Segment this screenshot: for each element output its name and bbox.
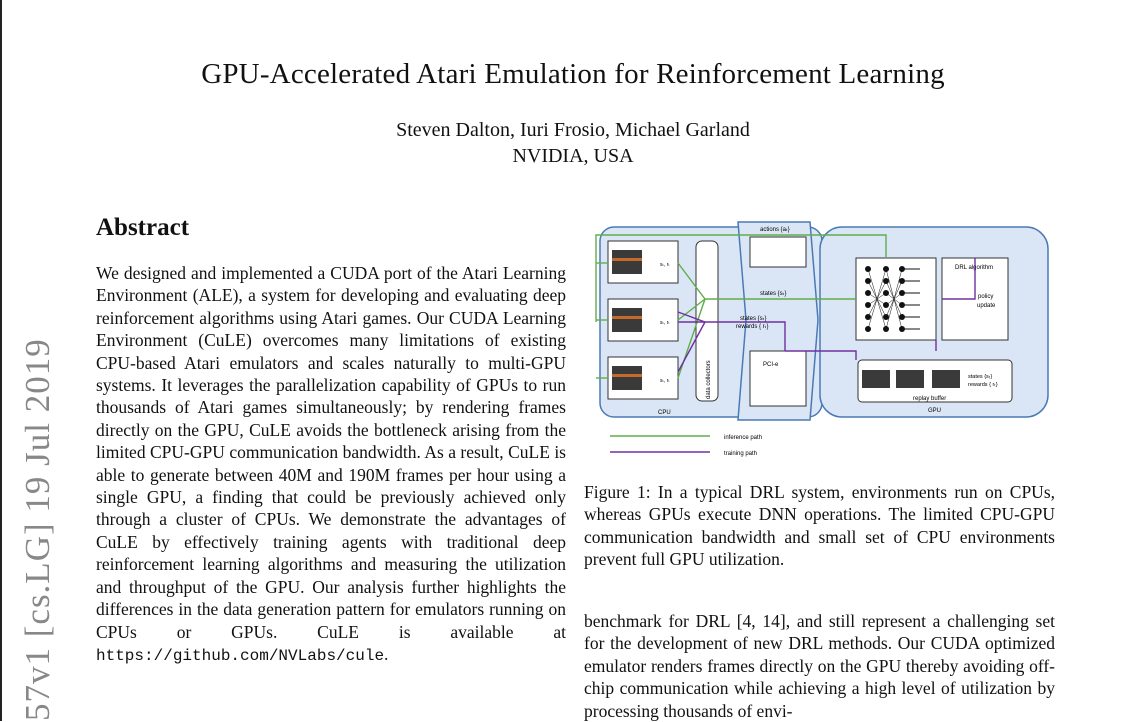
abstract-body: [96, 262, 566, 667]
env-label-3: sₜ, rₜ: [660, 378, 670, 384]
cpu-label: CPU: [658, 410, 671, 416]
replay-buffer-label: replay buffer: [913, 396, 947, 402]
abstract-period: .: [384, 643, 389, 664]
paper-title: GPU-Accelerated Atari Emulation for Reinforcement Learning: [201, 58, 945, 90]
buffer-rewards: rewards { rₜ}: [968, 382, 998, 388]
environment-3: [608, 357, 678, 399]
legend-inference-label: inference path: [724, 435, 763, 441]
paper-affiliation: NVIDIA, USA: [512, 145, 634, 167]
pcie-box: [750, 351, 806, 406]
figure-1-diagram: [590, 214, 1056, 464]
legend-training-label: training path: [724, 451, 758, 457]
states-label: states {sₜ}: [760, 291, 787, 297]
data-collectors-label: data collectors: [706, 360, 712, 399]
env-label-1: sₜ, rₜ: [660, 262, 670, 268]
arxiv-stamp: 57v1 [cs.LG] 19 Jul 2019: [18, 338, 57, 721]
environment-2: [608, 299, 678, 341]
pcie-label: PCI-e: [763, 362, 779, 368]
states-rewards-label-1: states {sₜ}: [740, 316, 767, 322]
figure-caption: Figure 1: In a typical DRL system, environments run on CPUs, whereas GPUs execute DNN operations. The limited CPU-GPU communication bandwidth and small set of CPU environments prevent full GPU utilization.: [584, 482, 1055, 570]
actions-label: actions {aₜ}: [760, 227, 790, 233]
paper-authors: Steven Dalton, Iuri Frosio, Michael Garland: [396, 119, 750, 141]
actions-box: [750, 237, 806, 267]
states-rewards-label-2: rewards { rₜ}: [736, 324, 769, 330]
environment-1: [608, 241, 678, 283]
drl-algorithm-label: DRL algorithm: [955, 265, 994, 271]
page-edge: [0, 0, 2, 721]
policy-update-label-1: policy: [978, 294, 994, 300]
gpu-label: GPU: [928, 408, 942, 414]
policy-update-label-2: update: [977, 303, 996, 309]
body-paragraph: benchmark for DRL [4, 14], and still represent a challenging set for the development of new DRL methods. Our CUDA optimized emulator renders frames directly on the GPU thereby avoiding off-chip communication while achieving a high level of utilization by processing thousands of envi-: [584, 611, 1055, 721]
abstract-text: We designed and implemented a CUDA port of the Atari Learning Environment (ALE), a system for developing and evaluating deep reinforcement algorithms using Atari games. Our CUDA Learning Environment (CuLE) overcomes many limitations of existing CPU-based Atari emulators and scales naturally to multi-GPU systems. It leverages the parallelization capability of GPUs to run thousands of Atari games simultaneously; by rendering frames directly on the GPU, CuLE avoids the bottleneck arising from the limited CPU-GPU communication bandwidth. As a result, CuLE is able to generate between 40M and 190M frames per hour using a single GPU, a finding that could be previously achieved only through a cluster of CPUs. We demonstrate the advantages of CuLE by effectively training agents with traditional deep reinforcement learning algorithms and measuring the utilization and throughput of the GPU. Our analysis further highlights the differences in the data generation pattern for emulators running on CPUs or GPUs. CuLE is available at: [96, 263, 566, 642]
code-link[interactable]: https://github.com/NVLabs/cule: [96, 646, 385, 665]
env-label-2: sₜ, rₜ: [660, 320, 670, 326]
buffer-states: states {sₜ}: [968, 374, 993, 380]
abstract-heading: Abstract: [96, 214, 190, 241]
